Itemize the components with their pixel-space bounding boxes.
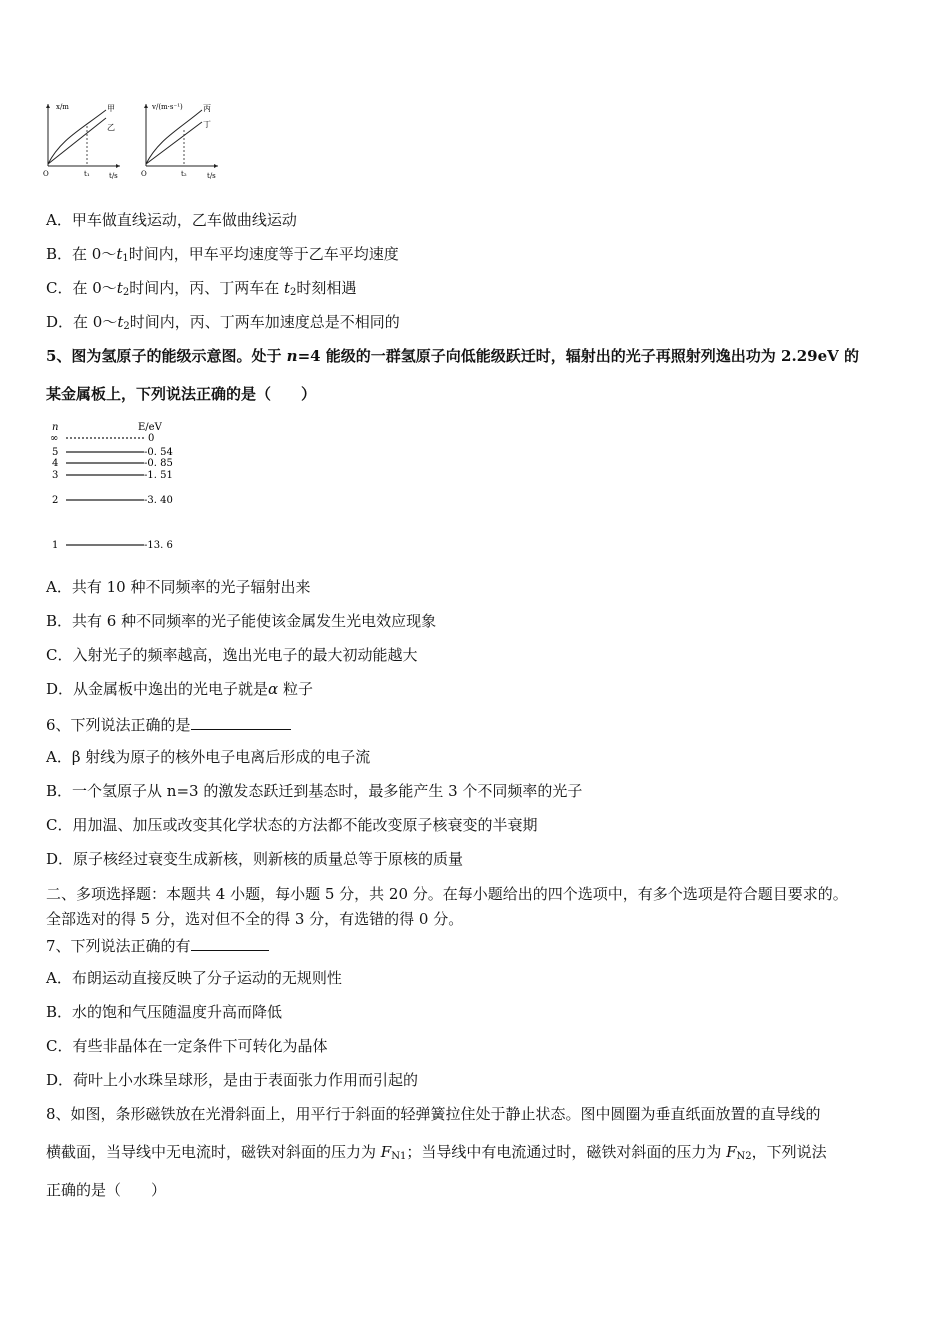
q7-option-d: D．荷叶上小水珠呈球形，是由于表面张力作用而引起的	[46, 1071, 419, 1089]
left-tick: t₁	[84, 170, 90, 178]
left-line-yi	[48, 118, 106, 164]
q7-stem-text: 7、下列说法正确的有	[46, 937, 191, 955]
q5-d-alpha: α	[268, 680, 279, 698]
level-3-n: 3	[52, 470, 59, 481]
e-header: E/eV	[138, 422, 162, 433]
left-y-label: x/m	[56, 103, 69, 111]
q6-answer-blank	[191, 713, 291, 730]
q5-option-c: C．入射光子的频率越高，逸出光电子的最大初动能越大	[46, 646, 418, 664]
level-2-e: -3. 40	[144, 495, 173, 506]
q4-d-var: t	[117, 313, 124, 331]
left-curve-label-jia: 甲	[107, 104, 115, 113]
right-y-label: v/(m·s⁻¹)	[152, 103, 183, 111]
q6-option-d: D．原子核经过衰变生成新核，则新核的质量总等于原核的质量	[46, 850, 464, 868]
q8-line2-mid: ；当导线中有电流通过时，磁铁对斜面的压力为	[406, 1143, 727, 1161]
left-origin: O	[43, 170, 49, 178]
right-line-ding	[146, 122, 202, 164]
q8-fn1-var: F	[380, 1143, 392, 1161]
q7-option-c: C．有些非晶体在一定条件下可转化为晶体	[46, 1037, 328, 1055]
q4-c-var2: t	[283, 279, 291, 297]
q8-fn1-sub: N1	[391, 1151, 407, 1162]
q4-option-c	[46, 278, 356, 303]
level-4-n: 4	[52, 458, 59, 469]
motion-graphs-figure	[40, 100, 230, 180]
q4-c-sub: 2	[122, 287, 130, 298]
q4-d-pre: D．在 0～	[46, 313, 118, 331]
q4-option-d	[46, 312, 400, 337]
level-5-n: 5	[52, 447, 59, 458]
q5-option-d	[46, 679, 313, 699]
q7-option-a: A．布朗运动直接反映了分子运动的无规则性	[46, 969, 342, 987]
q6-stem-text: 6、下列说法正确的是	[46, 716, 191, 734]
q5-stem-post: =4 能级的一群氢原子向低能级跃迁时，辐射出的光子再照射列逸出功为 2.29eV 的	[297, 347, 859, 365]
q4-c-sub2: 2	[290, 287, 297, 298]
q4-c-pre: C．在 0～	[46, 279, 117, 297]
q8-line2-post: ，下列说法	[751, 1143, 827, 1161]
q4-c-var: t	[116, 279, 123, 297]
q4-b-pre: B．在 0～	[46, 245, 117, 263]
right-curve-label-ding: 丁	[203, 120, 211, 129]
right-curve-bing	[146, 110, 202, 164]
left-x-label: t/s	[109, 172, 118, 180]
right-curve-label-bing: 丙	[203, 104, 211, 113]
q5-d-post: 粒子	[278, 680, 313, 698]
level-1-n: 1	[52, 540, 59, 551]
q5-d-pre: D．从金属板中逸出的光电子就是	[46, 680, 269, 698]
q4-b-var: t	[116, 245, 123, 263]
q5-stem-line2: 某金属板上，下列说法正确的是（ ）	[46, 385, 317, 403]
section2-line1: 二、多项选择题：本题共 4 小题，每小题 5 分，共 20 分。在每小题给出的四个选项中，有多个选项是符合题目要求的。	[46, 885, 848, 903]
section2-line2: 全部选对的得 5 分，选对但不全的得 3 分，有选错的得 0 分。	[46, 910, 464, 928]
level-inf-e: 0	[148, 433, 155, 444]
q4-d-sub: 2	[123, 321, 130, 332]
left-curve-jia	[48, 110, 106, 164]
energy-level-svg	[46, 420, 206, 555]
q5-option-b: B．共有 6 种不同频率的光子能使该金属发生光电效应现象	[46, 612, 437, 630]
right-origin: O	[141, 170, 147, 178]
q8-fn2-sub: N2	[736, 1151, 752, 1162]
q6-stem	[46, 713, 291, 735]
q5-option-a: A．共有 10 种不同频率的光子辐射出来	[46, 578, 311, 596]
level-5-e: -0. 54	[144, 447, 173, 458]
q5-stem-pre: 5、图为氢原子的能级示意图。处于	[46, 347, 287, 365]
q4-c-post: 时刻相遇	[296, 279, 357, 297]
q6-option-a: A．β 射线为原子的核外电子电离后形成的电子流	[46, 748, 371, 766]
right-tick: t₂	[181, 170, 187, 178]
q7-stem	[46, 934, 269, 956]
q8-line1: 8、如图，条形磁铁放在光滑斜面上，用平行于斜面的轻弹簧拉住处于静止状态。图中圆圈为垂直纸面放置的直导线的	[46, 1105, 821, 1123]
q4-b-sub: 1	[122, 253, 129, 264]
q4-c-mid: 时间内，丙、丁两车在	[129, 279, 284, 297]
level-4-e: -0. 85	[144, 458, 173, 469]
q7-answer-blank	[191, 934, 269, 951]
q5-stem-line1	[46, 346, 859, 366]
left-curve-label-yi: 乙	[107, 123, 115, 132]
q4-option-b	[46, 244, 399, 269]
q8-fn2-var: F	[726, 1143, 737, 1161]
motion-graphs-svg	[40, 100, 230, 180]
energy-level-diagram	[46, 420, 206, 555]
q8-line3: 正确的是（ ）	[46, 1181, 167, 1199]
q7-option-b: B．水的饱和气压随温度升高而降低	[46, 1003, 283, 1021]
q8-line2-pre: 横截面，当导线中无电流时，磁铁对斜面的压力为	[46, 1143, 381, 1161]
level-2-n: 2	[52, 495, 59, 506]
right-x-label: t/s	[207, 172, 216, 180]
q4-d-post: 时间内，丙、丁两车加速度总是不相同的	[129, 313, 400, 331]
level-inf-n: ∞	[50, 433, 59, 444]
q4-option-a: A．甲车做直线运动，乙车做曲线运动	[46, 211, 297, 229]
q8-line2	[46, 1142, 827, 1167]
level-1-e: -13. 6	[144, 540, 173, 551]
q4-b-post: 时间内，甲车平均速度等于乙车平均速度	[128, 245, 399, 263]
q5-stem-var: n	[286, 347, 298, 365]
q6-option-c: C．用加温、加压或改变其化学状态的方法都不能改变原子核衰变的半衰期	[46, 816, 538, 834]
n-header: n	[52, 422, 59, 433]
q6-option-b: B．一个氢原子从 n=3 的激发态跃迁到基态时，最多能产生 3 个不同频率的光子	[46, 782, 583, 800]
level-3-e: -1. 51	[144, 470, 173, 481]
